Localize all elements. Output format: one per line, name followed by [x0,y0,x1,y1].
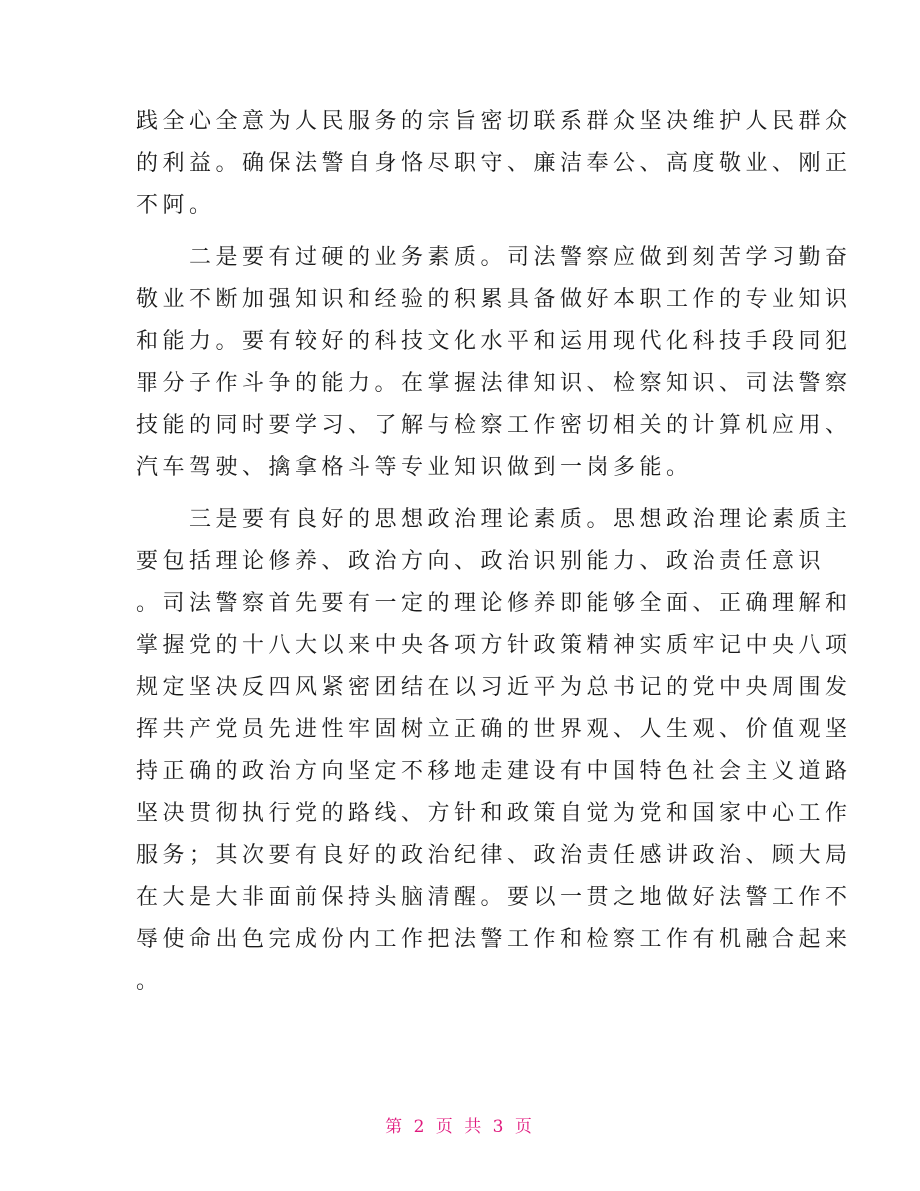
text-line: 罪分子作斗争的能力。在掌握法律知识、检察知识、司法警察 [136,371,852,396]
text-line: 持正确的政治方向坚定不移地走建设有中国特色社会主义道路 [136,759,852,784]
text-line: 掌握党的十八大以来中央各项方针政策精神实质牢记中央八项 [136,633,852,658]
text-line: 。 [136,969,163,994]
paragraph-start-line: 三是要有良好的思想政治理论素质。思想政治理论素质主 [136,507,852,532]
text-line: 要包括理论修养、政治方向、政治识别能力、政治责任意识 [136,549,826,574]
text-line: 。司法警察首先要有一定的理论修养即能够全面、正确理解和 [136,591,852,616]
text-line: 敬业不断加强知识和经验的积累具备做好本职工作的专业知识 [136,287,852,312]
text-line: 在大是大非面前保持头脑清醒。要以一贯之地做好法警工作不 [136,885,852,910]
text-line: 的利益。确保法警自身恪尽职守、廉洁奉公、高度敬业、刚正 [136,151,852,176]
text-line: 辱使命出色完成份内工作把法警工作和检察工作有机融合起来 [136,927,852,952]
text-line: 服务；其次要有良好的政治纪律、政治责任感讲政治、顾大局 [136,843,852,868]
text-line: 规定坚决反四风紧密团结在以习近平为总书记的党中央周围发 [136,675,852,700]
text-line: 践全心全意为人民服务的宗旨密切联系群众坚决维护人民群众 [136,109,852,134]
text-line: 和能力。要有较好的科技文化水平和运用现代化科技手段同犯 [136,329,852,354]
document-body [136,101,852,1003]
text-line: 汽车驾驶、擒拿格斗等专业知识做到一岗多能。 [136,455,693,480]
page-number-footer: 第 2 页 共 3 页 [385,1117,535,1137]
text-line: 技能的同时要学习、了解与检察工作密切相关的计算机应用、 [136,413,852,438]
text-line: 不阿。 [136,193,216,218]
text-line: 挥共产党员先进性牢固树立正确的世界观、人生观、价值观坚 [136,717,852,742]
text-line: 坚决贯彻执行党的路线、方针和政策自觉为党和国家中心工作 [136,801,852,826]
paragraph-start-line: 二是要有过硬的业务素质。司法警察应做到刻苦学习勤奋 [136,245,852,270]
